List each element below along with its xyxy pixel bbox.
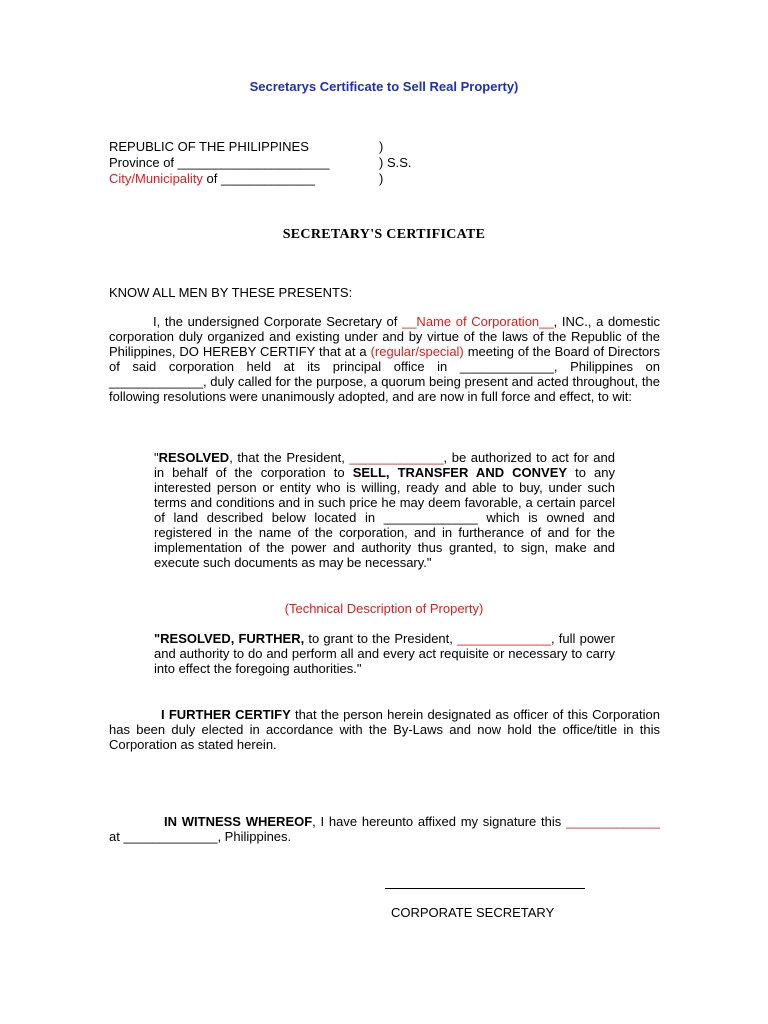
res2-part1: to grant to the President, <box>304 631 458 646</box>
document-title: Secretarys Certificate to Sell Real Property) <box>249 79 519 94</box>
venue-paren-2: ) S.S. <box>379 155 412 170</box>
further-certify-rest: that the person herein designated as officer of this Corporation has been duly elected in accordance with the By-Laws and now hold the office/title in this Corporation as stated herein. <box>109 707 660 752</box>
witness-lead: IN WITNESS WHEREOF <box>164 814 313 829</box>
res1-resolved: RESOLVED <box>158 450 230 465</box>
corporation-name-blank: __Name of Corporation__ <box>401 314 554 329</box>
venue-province: Province of _____________________ <box>109 155 330 170</box>
witness-part1: , I have hereunto affixed my signature this <box>312 814 567 829</box>
main-paragraph <box>109 314 660 404</box>
res1-part3: to any interested person or entity who is willing, ready and able to buy, under such terms and conditions and in such price he may deem favorable, a certain parcel of land described below located in _____________ which is owned and registered in the name of the corporation, and in furtherance of and for the implementation of the power and authority thus granted, to sign, make and execute such documents as may be necessary." <box>154 465 615 570</box>
witness-paragraph <box>109 814 660 844</box>
resolution-2 <box>154 631 615 676</box>
res1-sell-transfer-convey: SELL, TRANSFER AND CONVEY <box>352 465 568 480</box>
witness-part2: at _____________, Philippines. <box>109 829 292 844</box>
venue-republic: REPUBLIC OF THE PHILIPPINES <box>109 139 309 154</box>
res1-part1: , that the President, <box>229 450 350 465</box>
resolution-1 <box>154 450 615 570</box>
res1-president-blank: _____________ <box>349 450 444 465</box>
venue-city-rest: of _____________ <box>202 171 315 186</box>
certificate-heading: SECRETARY'S CERTIFICATE <box>282 227 486 242</box>
venue-city-label: City/Municipality <box>109 171 203 186</box>
further-certify-paragraph <box>109 707 660 752</box>
res2-president-blank: _____________ <box>457 631 552 646</box>
signature-label: CORPORATE SECRETARY <box>391 905 555 920</box>
res1-open-quote: " <box>154 450 159 465</box>
main-para-part2: , INC., a domestic corporation duly organized and existing under and by virtue of the laws of the Republic of the Philippines, DO HEREBY CERTIFY that at a <box>109 314 660 359</box>
signature-line <box>385 888 585 889</box>
venue-paren-3: ) <box>379 171 384 186</box>
res2-part2: , full power and authority to do and perform all and every act requisite or necessary to carry into effect the foregoing authorities." <box>154 631 615 676</box>
witness-date-blank: _____________ <box>566 814 661 829</box>
res2-resolved-further: "RESOLVED, FURTHER, <box>154 631 305 646</box>
venue-paren-1: ) <box>379 139 384 154</box>
meeting-type: (regular/special) <box>370 344 464 359</box>
technical-description: (Technical Description of Property) <box>284 601 484 616</box>
venue-city <box>109 171 315 187</box>
main-para-part1: I, the undersigned Corporate Secretary of <box>153 314 402 329</box>
res1-part2: , be authorized to act for and in behalf of the corporation to <box>154 450 615 480</box>
main-para-part3: meeting of the Board of Directors of said corporation held at its principal office in _____________, Philippines on _____________, duly called for the purpose, a quorum being present and acted throughout, the following resolutions were unanimously adopted, and are now in full force and effect, to wit: <box>109 344 660 404</box>
know-all-men: KNOW ALL MEN BY THESE PRESENTS: <box>109 285 353 300</box>
further-certify-lead: I FURTHER CERTIFY <box>161 707 291 722</box>
